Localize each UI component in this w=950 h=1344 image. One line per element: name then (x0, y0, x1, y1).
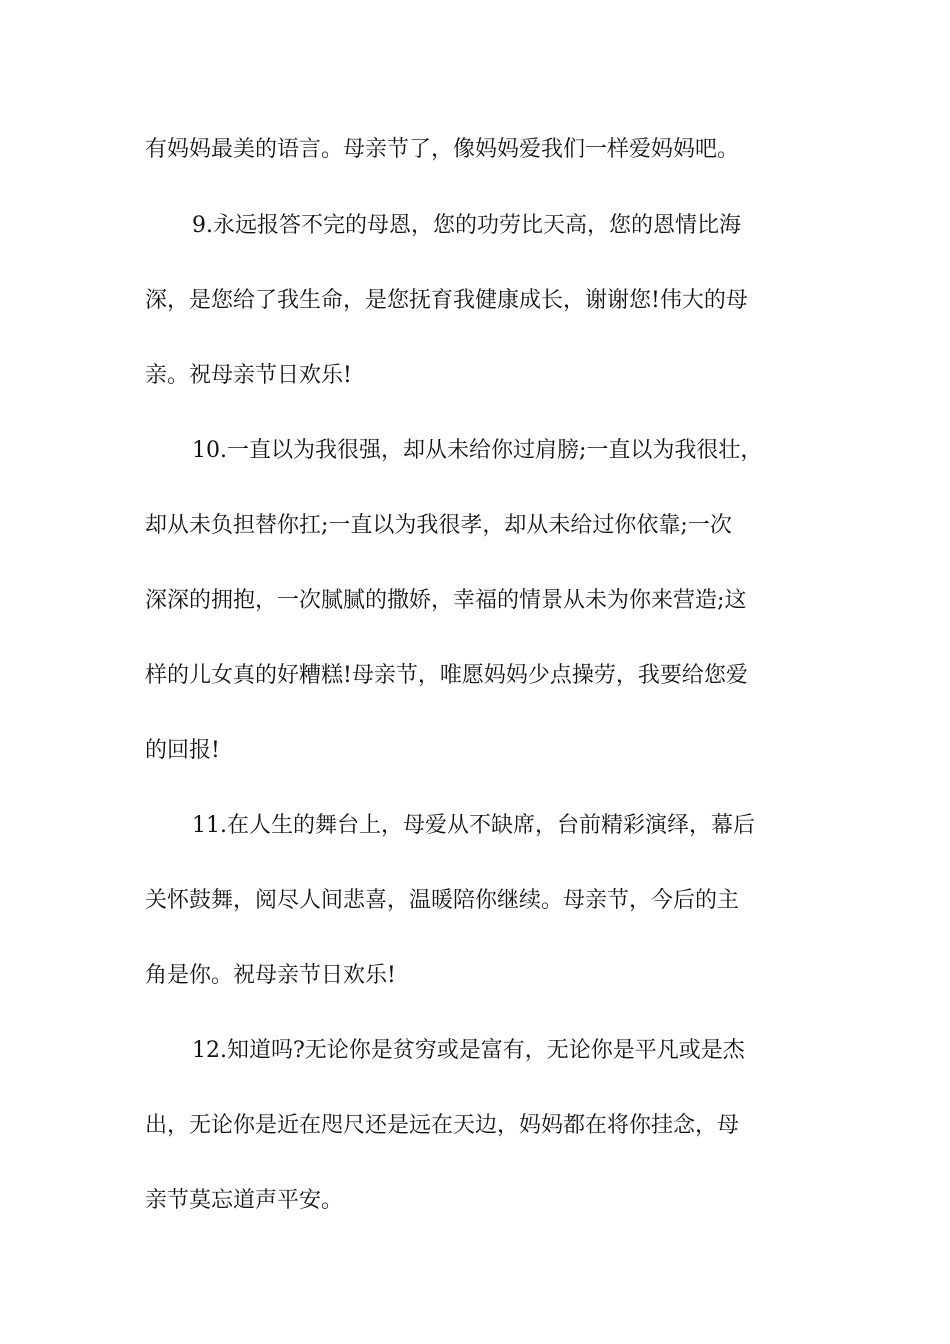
text-line: 有妈妈最美的语言。母亲节了，像妈妈爱我们一样爱妈妈吧。 (145, 137, 740, 162)
text-line: 10.一直以为我很强，却从未给你过肩膀;一直以为我很壮， (192, 438, 763, 463)
text-line: 的回报! (145, 738, 220, 763)
text-line: 却从未负担替你扛;一直以为我很孝，却从未给过你依靠;一次 (145, 513, 732, 538)
text-line: 11.在人生的舞台上，母爱从不缺席，台前精彩演绎，幕后 (192, 813, 755, 838)
text-line: 12.知道吗?无论你是贫穷或是富有，无论你是平凡或是杰 (192, 1038, 745, 1063)
text-line: 亲节莫忘道声平安。 (145, 1188, 344, 1213)
text-line: 深深的拥抱，一次腻腻的撒娇，幸福的情景从未为你来营造;这 (145, 588, 747, 613)
text-line: 亲。祝母亲节日欢乐! (145, 363, 352, 388)
text-line: 出，无论你是近在咫尺还是远在天边，妈妈都在将你挂念，母 (145, 1113, 740, 1138)
text-line: 样的儿女真的好糟糕!母亲节，唯愿妈妈少点操劳，我要给您爱 (145, 663, 748, 688)
text-line: 9.永远报答不完的母恩，您的功劳比天高，您的恩情比海 (192, 213, 741, 238)
text-line: 角是你。祝母亲节日欢乐! (145, 963, 396, 988)
text-line: 关怀鼓舞，阅尽人间悲喜，温暖陪你继续。母亲节，今后的主 (145, 888, 740, 913)
text-line: 深，是您给了我生命，是您抚育我健康成长，谢谢您!伟大的母 (145, 288, 748, 313)
